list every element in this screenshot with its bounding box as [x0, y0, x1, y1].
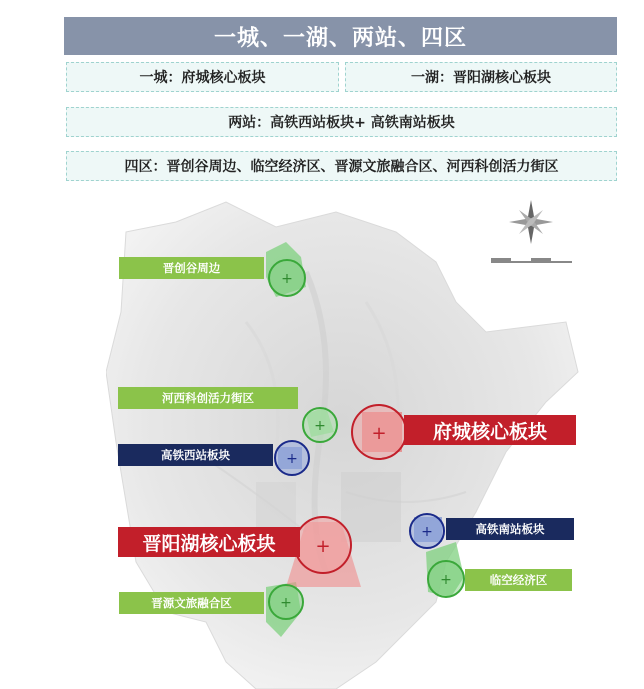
svg-text:+: +	[371, 423, 387, 444]
svg-text:+: +	[440, 572, 452, 588]
svg-text:+: +	[315, 536, 331, 557]
svg-text:+: +	[281, 271, 293, 287]
compass-icon	[509, 200, 553, 244]
label-linkong: 临空经济区	[465, 569, 572, 591]
label-hexi-kechuang: 河西科创活力街区	[118, 387, 298, 409]
gaotie-xi-marker	[275, 441, 309, 475]
gaotie-nan-marker	[410, 514, 444, 548]
jinyuan-marker	[269, 585, 303, 619]
page-title: 一城、一湖、两站、四区	[64, 17, 617, 55]
svg-text:+: +	[286, 451, 298, 467]
stations-box: 两站：高铁西站板块+ 高铁南站板块	[66, 107, 617, 137]
label-gaotie-nan: 高铁南站板块	[446, 518, 574, 540]
jinchuanggu-marker	[269, 260, 305, 296]
svg-text:+: +	[421, 524, 433, 540]
label-jinyanghu-core: 晋阳湖核心板块	[118, 527, 300, 557]
label-gaotie-xi: 高铁西站板块	[118, 444, 273, 466]
lake-core-box: 一湖：晋阳湖核心板块	[345, 62, 617, 92]
fucheng-marker	[352, 405, 406, 459]
linkong-marker	[428, 561, 464, 597]
scale-bar-icon	[491, 258, 572, 262]
label-jinyuan-wenlv: 晋源文旅融合区	[119, 592, 264, 614]
label-jinchuanggu: 晋创谷周边	[119, 257, 264, 279]
svg-text:+: +	[280, 595, 292, 611]
jinyanghu-marker	[295, 517, 351, 573]
hexi-marker	[303, 408, 337, 442]
districts-box: 四区：晋创谷周边、临空经济区、晋源文旅融合区、河西科创活力街区	[66, 151, 617, 181]
svg-text:+: +	[314, 418, 326, 434]
city-core-box: 一城：府城核心板块	[66, 62, 339, 92]
label-fucheng-core: 府城核心板块	[404, 415, 576, 445]
